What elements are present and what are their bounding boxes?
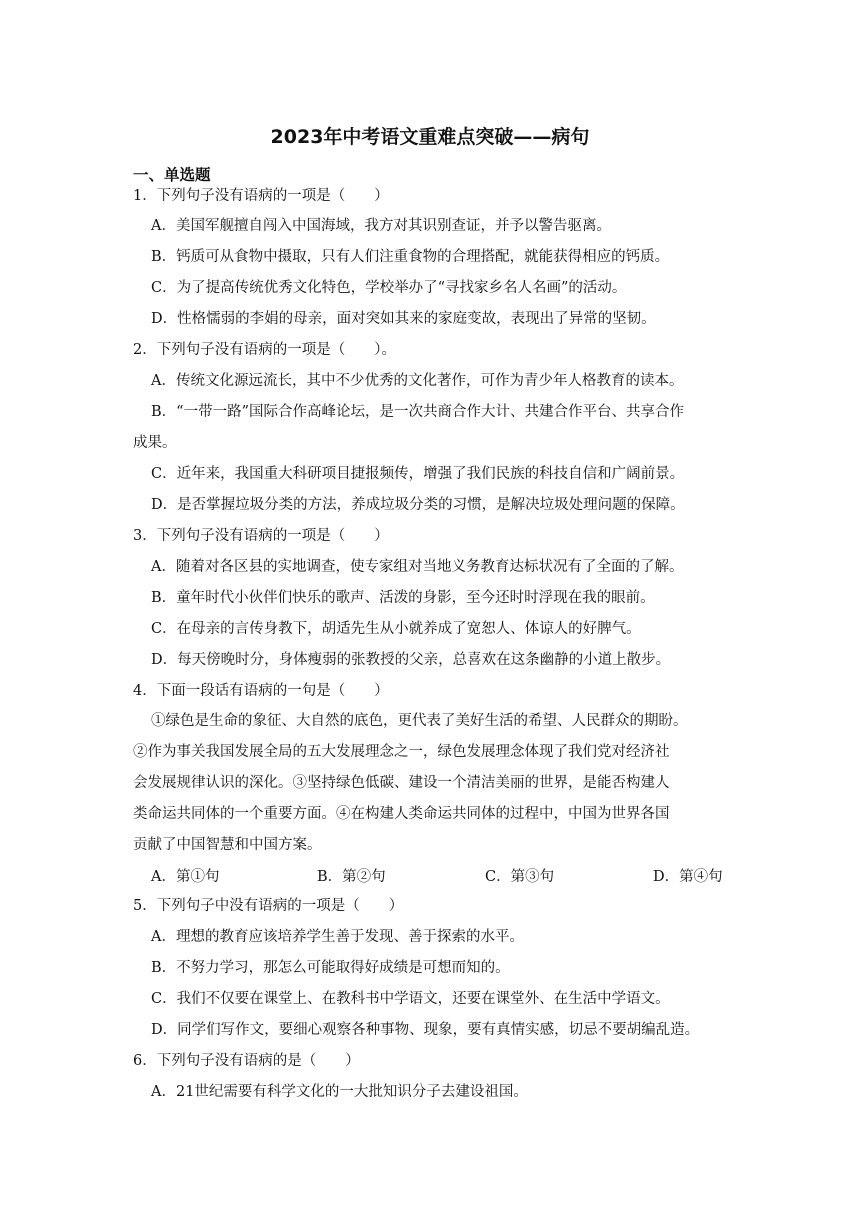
- option-d: D．每天傍晚时分，身体瘦弱的张教授的父亲，总喜欢在这条幽静的小道上散步。: [151, 652, 671, 668]
- option-a: A．美国军舰擅自闯入中国海域，我方对其识别查证，并予以警告驱离。: [151, 218, 611, 234]
- option-d: D．是否掌握垃圾分类的方法，养成垃圾分类的习惯，是解决垃圾处理问题的保障。: [151, 497, 685, 513]
- question-stem: 2．下列句子没有语病的一项是（ ）。: [133, 342, 396, 358]
- option-a: A．随着对各区县的实地调查，使专家组对当地义务教育达标状况有了全面的了解。: [151, 559, 684, 575]
- option-b: B．不努力学习，那怎么可能取得好成绩是可想而知的。: [151, 960, 510, 976]
- question-stem: 6．下列句子没有语病的是（ ）: [133, 1053, 360, 1069]
- option-a: A．第①句: [151, 869, 220, 885]
- option-c: C．在母亲的言传身教下，胡适先生从小就养成了宽恕人、体谅人的好脾气。: [151, 621, 641, 637]
- option-d: D．第④句: [653, 869, 723, 885]
- question-stem: 5．下列句子中没有语病的一项是（ ）: [133, 898, 404, 914]
- option-b: B．“一带一路”国际合作高峰论坛，是一次共商合作大计、共建合作平台、共享合作: [151, 404, 684, 420]
- passage-line: 类命运共同体的一个重要方面。④在构建人类命运共同体的过程中，中国为世界各国: [133, 806, 670, 822]
- option-a: A．传统文化源远流长，其中不少优秀的文化著作，可作为青少年人格教育的读本。: [151, 373, 684, 389]
- page-title: 2023年中考语文重难点突破——病句: [270, 126, 590, 148]
- option-b: B．第②句: [317, 869, 386, 885]
- question-stem: 1．下列句子没有语病的一项是（ ）: [133, 188, 389, 204]
- option-b-continuation: 成果。: [133, 435, 177, 451]
- options-row: [151, 865, 731, 885]
- passage-line: 会发展规律认识的深化。③坚持绿色低碳、建设一个清洁美丽的世界，是能否构建人: [133, 775, 670, 791]
- option-d: D．同学们写作文，要细心观察各种事物、现象，要有真情实感，切忌不要胡编乱造。: [151, 1022, 700, 1038]
- question-stem: 4．下面一段话有语病的一句是（ ）: [133, 683, 389, 699]
- option-a: A．21世纪需要有科学文化的一大批知识分子去建设祖国。: [151, 1084, 528, 1100]
- passage-line: ②作为事关我国发展全局的五大发展理念之一，绿色发展理念体现了我们党对经济社: [133, 744, 670, 760]
- option-b: B．钙质可从食物中摄取，只有人们注重食物的合理搭配，就能获得相应的钙质。: [151, 249, 670, 265]
- passage-line: 贡献了中国智慧和中国方案。: [133, 837, 322, 853]
- question-stem: 3．下列句子没有语病的一项是（ ）: [133, 528, 389, 544]
- option-a: A．理想的教育应该培养学生善于发现、善于探索的水平。: [151, 929, 524, 945]
- section-heading: 一、单选题: [133, 166, 211, 184]
- option-c: C．第③句: [485, 869, 555, 885]
- passage-line: ①绿色是生命的象征、大自然的底色，更代表了美好生活的希望、人民群众的期盼。: [151, 713, 688, 729]
- option-c: C．近年来，我国重大科研项目捷报频传，增强了我们民族的科技自信和广阔前景。: [151, 466, 685, 482]
- option-c: C．为了提高传统优秀文化特色，学校举办了“寻找家乡名人名画”的活动。: [151, 280, 627, 296]
- option-d: D．性格懦弱的李娟的母亲，面对突如其来的家庭变故，表现出了异常的坚韧。: [151, 311, 656, 327]
- option-b: B．童年时代小伙伴们快乐的歌声、活泼的身影，至今还时时浮现在我的眼前。: [151, 590, 655, 606]
- option-c: C．我们不仅要在课堂上、在教科书中学语文，还要在课堂外、在生活中学语文。: [151, 991, 670, 1007]
